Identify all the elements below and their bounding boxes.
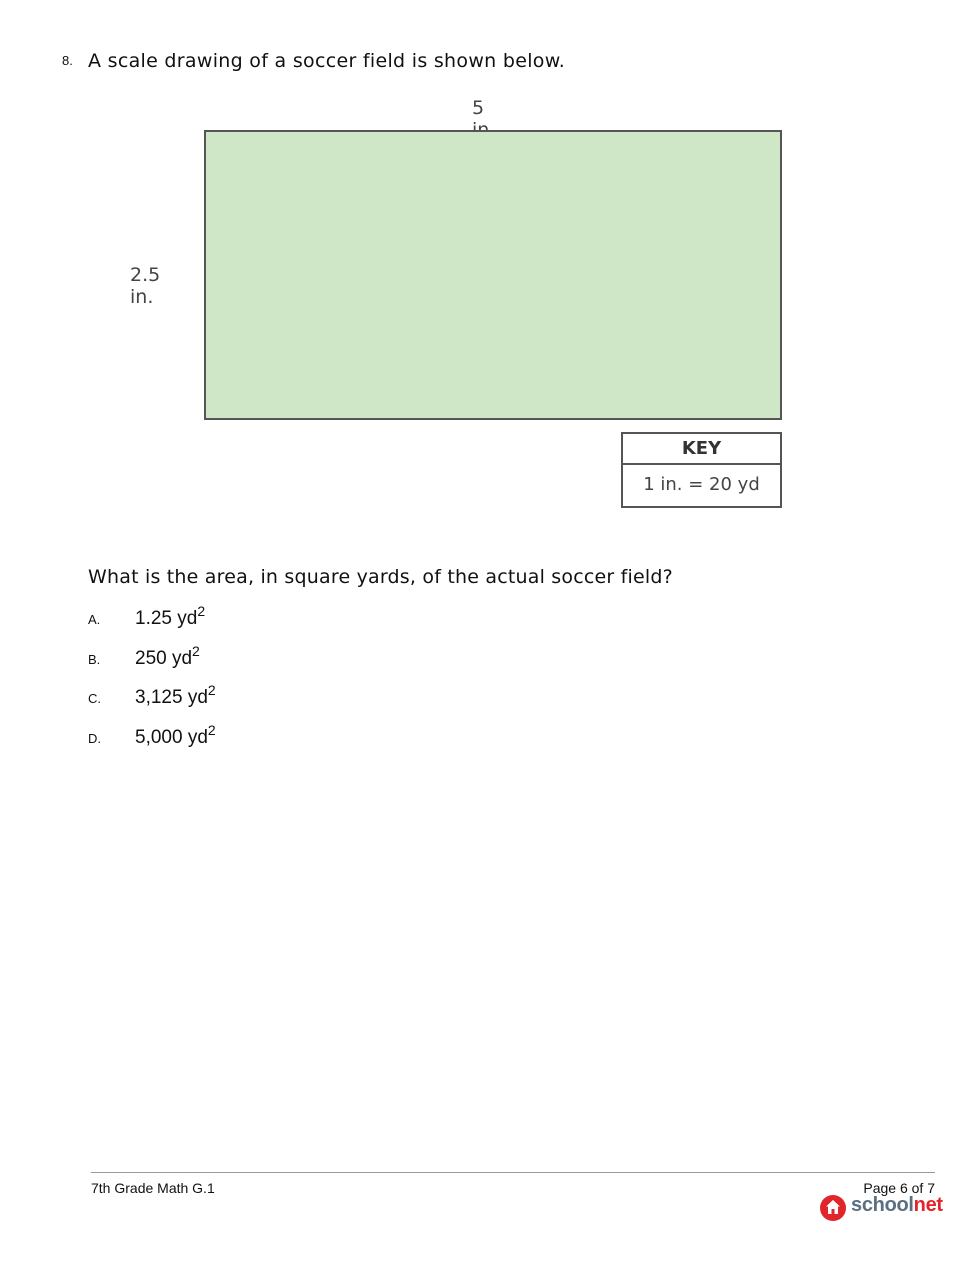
page-number: Page 6 of 7 xyxy=(863,1180,935,1196)
choice-answer: 250 $yd^2$ xyxy=(135,643,200,669)
key-title: KEY xyxy=(623,434,780,465)
height-label: 2.5 in. xyxy=(130,264,161,308)
choice-answer: 5,000 $yd^2$ xyxy=(135,722,216,748)
choice-letter: C. xyxy=(88,691,101,706)
footer-divider xyxy=(91,1172,935,1173)
choice-answer: 3,125 $yd^2$ xyxy=(135,682,216,708)
question-number: 8. xyxy=(62,53,73,68)
choice-letter: A. xyxy=(88,612,101,627)
choice-letter: D. xyxy=(88,731,101,746)
choice-answer: 1.25 $yd^2$ xyxy=(135,603,206,629)
footer-title: 7th Grade Math G.1 xyxy=(91,1180,215,1196)
question-text: A scale drawing of a soccer field is shown below. xyxy=(88,50,566,72)
soccer-field-rectangle xyxy=(204,130,782,420)
house-icon xyxy=(820,1195,846,1221)
schoolnet-logo xyxy=(820,1194,943,1224)
logo-text: schoolnet xyxy=(851,1194,943,1216)
choice-letter: B. xyxy=(88,652,101,667)
scale-key xyxy=(621,432,782,508)
width-label: 5 xyxy=(472,97,485,119)
key-value: 1 in. = 20 yd xyxy=(643,474,760,495)
question-prompt: What is the area, in square yards, of the actual soccer field? xyxy=(88,566,673,588)
